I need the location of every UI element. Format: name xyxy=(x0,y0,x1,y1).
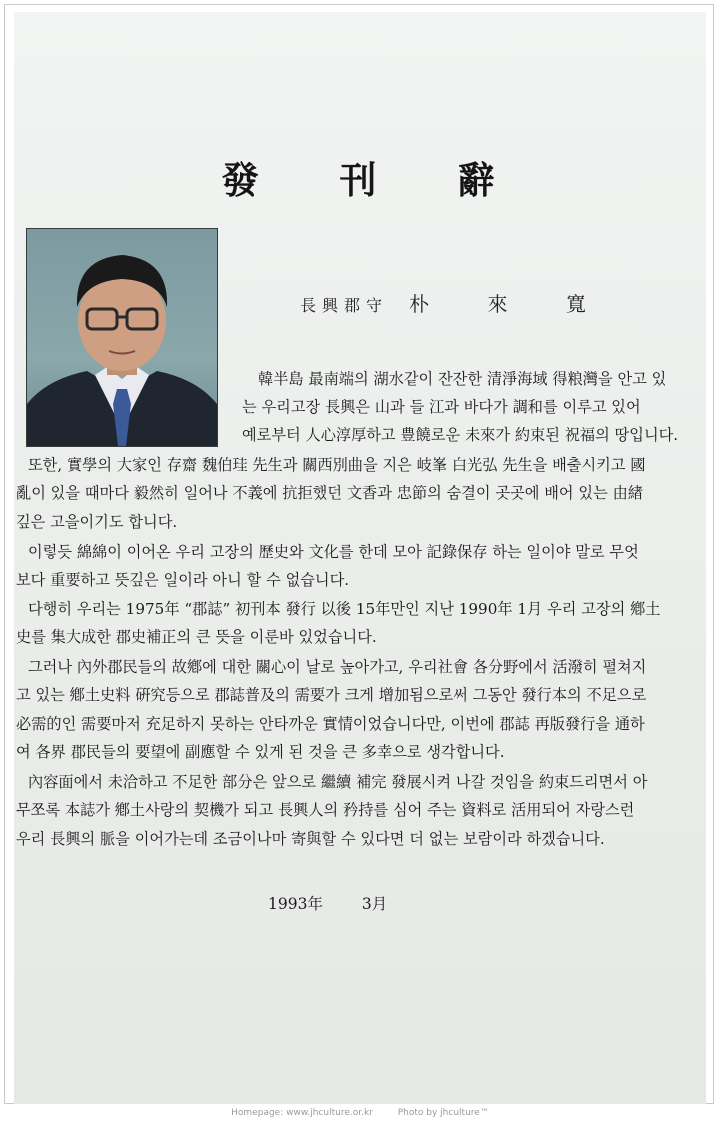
author-office: 長興郡守 xyxy=(300,296,389,315)
text-line: 예로부터 人心淳厚하고 豊饒로운 未來가 約束된 祝福의 땅입니다. xyxy=(242,426,679,444)
text-line: 그러나 內外郡民들의 故鄕에 대한 關心이 날로 높아가고, 우리社會 各分野에서 活潑히 펼쳐지 xyxy=(28,658,647,676)
text-line: 깊은 고을이기도 합니다. xyxy=(16,513,178,531)
scanned-page xyxy=(14,12,706,1104)
text-line: 보다 重要하고 뜻깊은 일이라 아니 할 수 없습니다. xyxy=(16,571,350,589)
text-line: 여 各界 郡民들의 要望에 副應할 수 있게 된 것을 큰 多幸으로 생각합니다. xyxy=(16,743,505,761)
text-line: 必需的인 需要마저 充足하지 못하는 안타까운 實情이었습니다만, 이번에 郡誌 再版發行을 通하 xyxy=(16,715,645,733)
text-line: 亂이 있을 때마다 毅然히 일어나 不義에 抗拒했던 文香과 忠節의 숨결이 곳곳에 배어 있는 由緖 xyxy=(16,484,643,502)
text-line: 또한, 實學의 大家인 存齋 魏伯珪 先生과 關西別曲을 지은 岐峯 白光弘 先生을 배출시키고 國 xyxy=(28,456,646,474)
photo-credit: Photo by jhculture™ xyxy=(397,1108,489,1118)
text-line: 다행히 우리는 1975年 “郡誌” 初刊本 發行 以後 15年만인 지난 1990年 1月 우리 고장의 鄕土 xyxy=(28,600,661,618)
publication-date xyxy=(268,892,387,914)
text-line: 史를 集大成한 郡史補正의 큰 뜻을 이룬바 있었습니다. xyxy=(16,628,377,646)
page-title: 發 刊 辭 xyxy=(221,158,529,202)
text-line: 우리 長興의 脈을 이어가는데 조금이나마 寄與할 수 있다면 더 없는 보람이라 하겠습니다. xyxy=(16,830,605,848)
homepage-link[interactable]: Homepage: www.jhculture.or.kr xyxy=(231,1108,373,1118)
date-month: 3月 xyxy=(361,895,388,913)
footer xyxy=(0,1108,720,1118)
text-line: 韓半島 最南端의 湖水같이 잔잔한 清淨海域 得粮灣을 안고 있 xyxy=(258,370,667,388)
text-line: 이렇듯 綿綿이 이어온 우리 고장의 歷史와 文化를 한데 모아 記錄保存 하는 일이야 말로 무엇 xyxy=(28,543,639,561)
text-line: 內容面에서 未洽하고 不足한 部分은 앞으로 繼續 補完 發展시켜 나갈 것임을 約束드리면서 아 xyxy=(28,773,648,791)
text-line: 무쪼록 本誌가 鄕土사랑의 契機가 되고 長興人의 矜持를 심어 주는 資料로 活用되어 자랑스런 xyxy=(16,801,635,819)
preface-body xyxy=(14,12,706,1104)
author-name: 朴 來 寬 xyxy=(409,292,612,316)
date-year: 1993年 xyxy=(268,895,323,913)
text-line: 는 우리고장 長興은 山과 들 江과 바다가 調和를 이루고 있어 xyxy=(242,398,641,416)
text-line: 고 있는 鄕土史料 硏究등으로 郡誌普及의 需要가 크게 增加됨으로써 그동안 發行本의 不足으로 xyxy=(16,686,647,704)
